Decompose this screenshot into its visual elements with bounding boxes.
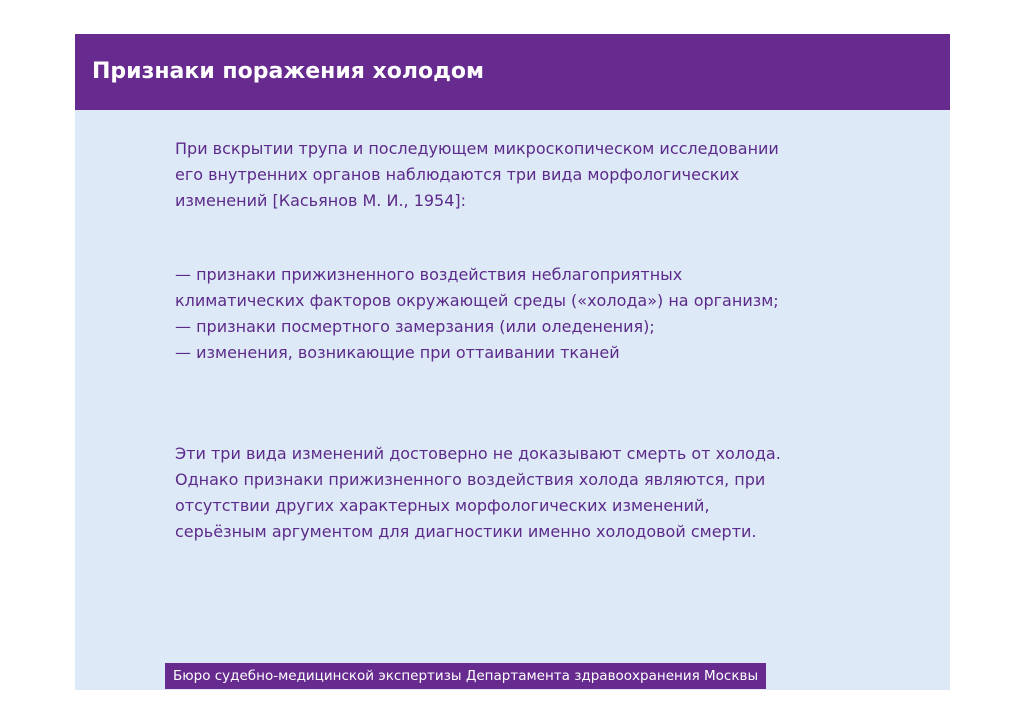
intro-paragraph [175,136,865,214]
list-item: — признаки посмертного замерзания (или оледенения); [175,317,655,336]
list-item: — изменения, возникающие при оттаивании тканей [175,343,620,362]
conclusion-line: Эти три вида изменений достоверно не доказывают смерть от холода. [175,444,781,463]
conclusion-line: отсутствии других характерных морфологических изменений, [175,496,710,515]
slide [75,34,950,690]
title-bar [75,34,950,110]
conclusion-line: серьёзным аргументом для диагностики именно холодовой смерти. [175,522,757,541]
intro-line: изменений [Касьянов М. И., 1954]: [175,191,467,210]
intro-line: При вскрытии трупа и последующем микроскопическом исследовании [175,139,779,158]
slide-title: Признаки поражения холодом [92,59,484,84]
intro-line: его внутренних органов наблюдаются три вида морфологических [175,165,740,184]
list-item: — признаки прижизненного воздействия неблагоприятных [175,265,683,284]
changes-list [175,262,865,366]
list-item: климатических факторов окружающей среды («холода») на организм; [175,291,779,310]
footer-label: Бюро судебно-медицинской экспертизы Департамента здравоохранения Москвы [165,663,766,689]
conclusion-paragraph [175,441,865,545]
conclusion-line: Однако признаки прижизненного воздействия холода являются, при [175,470,766,489]
